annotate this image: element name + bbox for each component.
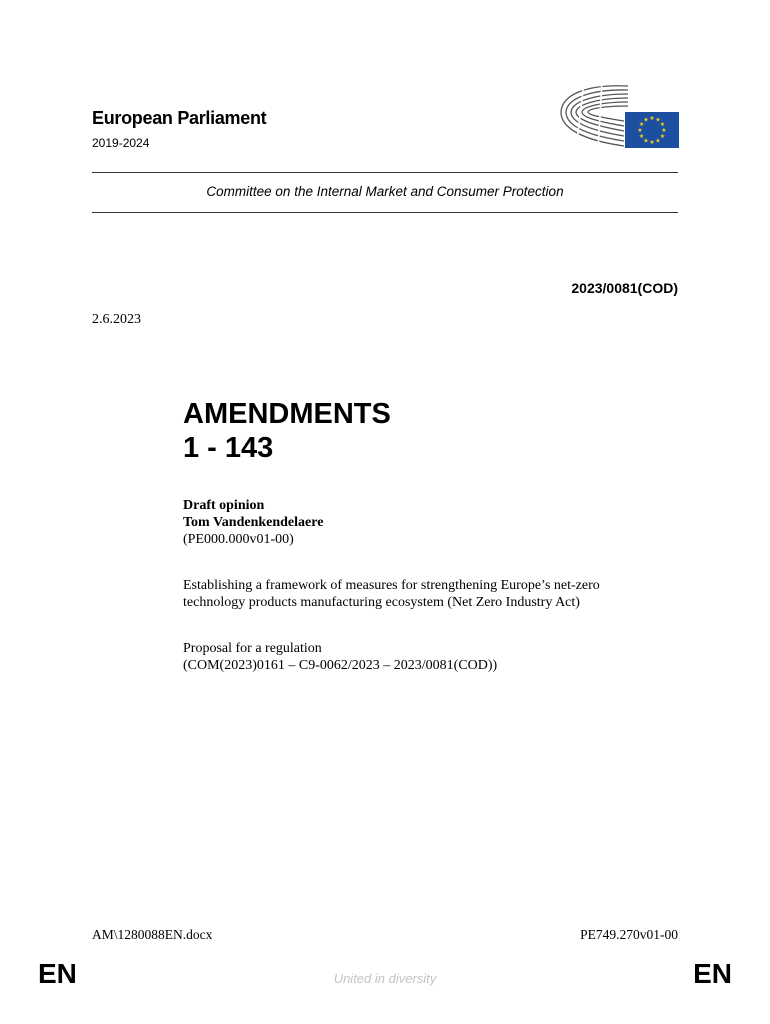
pe-number: PE749.270v01-00 <box>580 927 678 942</box>
svg-text:★: ★ <box>659 133 666 140</box>
opinion-reference: (PE000.000v01-00) <box>183 532 294 547</box>
procedure-number: 2023/0081(COD) <box>571 280 678 296</box>
amendments-range: 1 - 143 <box>183 432 274 464</box>
svg-text:★: ★ <box>659 121 666 128</box>
subject-line-1: Establishing a framework of measures for strengthening Europe’s net-zero <box>183 578 600 593</box>
header-top-rule <box>92 172 678 173</box>
european-parliament-logo-icon <box>558 82 680 150</box>
svg-text:★: ★ <box>638 133 645 140</box>
language-code-left: EN <box>38 958 77 989</box>
amendments-title-line1: AMENDMENTS <box>183 398 391 430</box>
svg-text:★: ★ <box>655 116 661 124</box>
proposal-block <box>183 640 497 674</box>
rapporteur-name: Tom Vandenkendelaere <box>183 515 324 530</box>
proposal-label: Proposal for a regulation <box>183 641 322 656</box>
language-code-right: EN <box>693 958 732 989</box>
svg-text:★: ★ <box>649 139 655 146</box>
svg-text:★: ★ <box>643 137 649 145</box>
file-name: AM\1280088EN.docx <box>92 927 213 942</box>
svg-text:★: ★ <box>649 115 655 122</box>
eu-motto: United in diversity <box>333 971 437 986</box>
subject-block <box>183 577 600 611</box>
organization-name: European Parliament <box>92 108 267 128</box>
svg-text:★: ★ <box>638 121 645 128</box>
svg-text:★: ★ <box>637 127 643 134</box>
document-date: 2.6.2023 <box>92 312 141 327</box>
proposal-reference: (COM(2023)0161 – C9-0062/2023 – 2023/0081(COD)) <box>183 658 498 673</box>
amendments-title <box>183 397 391 465</box>
svg-text:★: ★ <box>655 137 661 145</box>
svg-text:★: ★ <box>661 127 667 134</box>
committee-name: Committee on the Internal Market and Consumer Protection <box>206 184 564 199</box>
opinion-type: Draft opinion <box>183 498 265 513</box>
svg-text:★: ★ <box>643 116 649 124</box>
subject-line-2: technology products manufacturing ecosystem (Net Zero Industry Act) <box>183 595 580 610</box>
header-bottom-rule <box>92 212 678 213</box>
parliamentary-term: 2019-2024 <box>92 136 150 150</box>
opinion-block <box>183 497 323 548</box>
